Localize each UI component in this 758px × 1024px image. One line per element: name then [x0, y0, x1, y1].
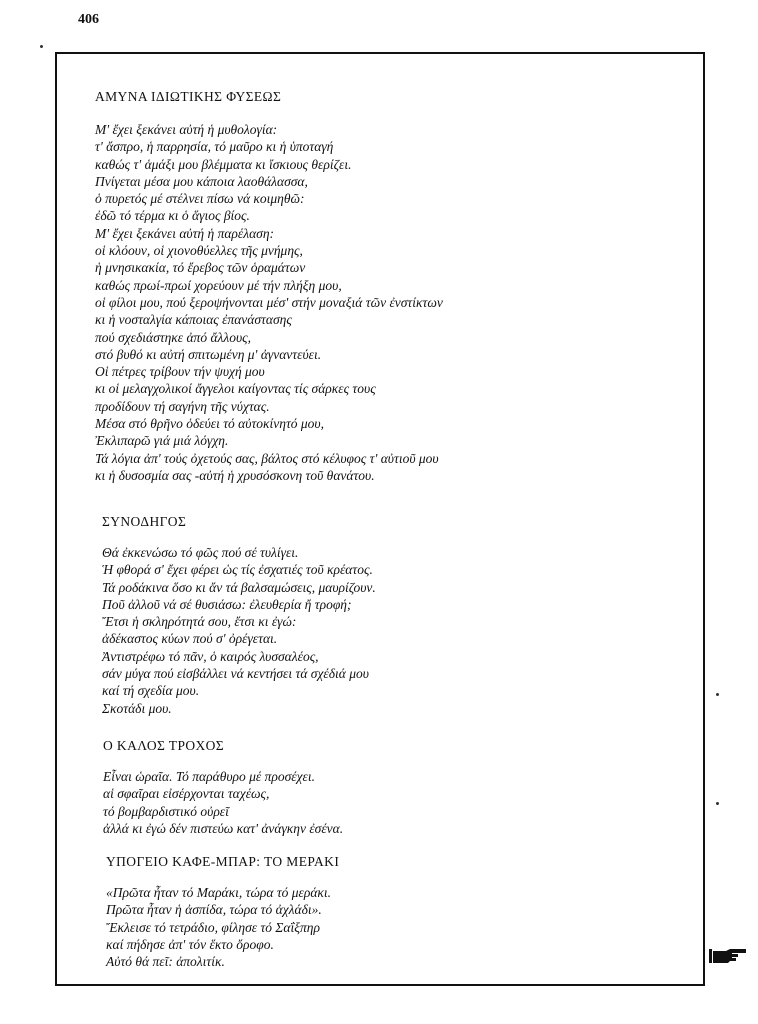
- poem-amyna: [95, 88, 685, 484]
- page-number: 406: [78, 12, 99, 27]
- poem-lines: [103, 768, 693, 837]
- poem-line: Ποῦ ἀλλοῦ νά σέ θυσιάσω: ἐλευθερία ἤ τροφή;: [102, 596, 352, 612]
- poem-line: σάν μύγα πού εἰσβάλλει νά κεντήσει τά σχέδιά μου: [102, 666, 369, 682]
- poem-line: Ἔκλεισε τό τετράδιο, φίλησε τό Σαΐξπηρ: [106, 919, 320, 935]
- poem-line: ἐδῶ τό τέρμα κι ὁ ἅγιος βίος.: [95, 208, 250, 224]
- poem-title: ΥΠΟΓΕΙΟ ΚΑΦΕ-ΜΠΑΡ: ΤΟ ΜΕΡΑΚΙ: [106, 854, 340, 869]
- poem-line: στό βυθό κι αὐτή σπιτωμένη μ' ἀγναντεύει.: [95, 346, 322, 362]
- scan-speck: [716, 693, 719, 696]
- poem-line: «Πρῶτα ἦταν τό Μαράκι, τώρα τό μεράκι.: [106, 885, 332, 900]
- poem-line: Πνίγεται μέσα μου κάποια λαοθάλασσα,: [95, 173, 308, 189]
- poem-lines: [106, 884, 696, 970]
- poem-line: τό βομβαρδιστικό οὐρεῖ: [103, 803, 229, 819]
- poem-line: Οἱ πέτρες τρίβουν τήν ψυχή μου: [95, 364, 265, 380]
- poem-line: καί πήδησε ἀπ' τόν ἕκτο ὄροφο.: [106, 936, 274, 952]
- poem-line: καθώς τ' ἁμάξι μου βλέμματα κι ἴσκιους θερίζει.: [95, 156, 352, 172]
- poem-kalos-trochos: [103, 737, 693, 837]
- poem-line: κι οἱ μελαγχολικοί ἄγγελοι καίγοντας τίς σάρκες τους: [95, 381, 376, 397]
- scan-speck: [40, 45, 43, 48]
- poem-line: Αὐτό θά πεῖ: ἀπολιτίκ.: [106, 954, 225, 970]
- poem-line: Ἔτσι ἡ σκληρότητά σου, ἔτσι κι ἐγώ:: [102, 614, 297, 630]
- poem-line: πού σχεδιάστηκε ἀπό ἄλλους,: [95, 329, 252, 345]
- poem-line: ἀλλά κι ἐγώ δέν πιστεύω κατ' ἀνάγκην ἐσένα.: [103, 820, 344, 836]
- poem-line: ἀδέκαστος κύων πού σ' ὀρέγεται.: [102, 631, 278, 647]
- poem-line: οἱ κλόουν, οἱ χιονοθύελλες τῆς μνήμης,: [95, 243, 303, 259]
- poem-lines: [102, 544, 692, 717]
- poem-title: ΑΜΥΝΑ ΙΔΙΩΤΙΚΗΣ ΦΥΣΕΩΣ: [95, 89, 282, 104]
- poem-line: καθώς πρωί-πρωί χορεύουν μέ τήν πλήξη μου,: [95, 277, 342, 293]
- poem-line: καί τή σχεδία μου.: [102, 683, 200, 699]
- poem-line: ὁ πυρετός μέ στέλνει πίσω νά κοιμηθῶ:: [95, 191, 305, 207]
- poem-line: Θά ἐκκενώσω τό φῶς πού σέ τυλίγει.: [102, 545, 299, 560]
- poem-line: αἱ σφαῖραι εἰσέρχονται ταχέως,: [103, 786, 270, 802]
- poem-line: Ἀντιστρέφω τό πᾶν, ὁ καιρός λυσσαλέος,: [102, 648, 319, 664]
- poem-line: οἱ φίλοι μου, πού ξεροψήνονται μέσ' στήν μοναξιά τῶν ἐνστίκτων: [95, 294, 443, 310]
- poem-lines: [95, 121, 685, 484]
- poem-line: Μ' ἔχει ξεκάνει αὐτή ἡ παρέλαση:: [95, 225, 275, 241]
- poem-line: Ἡ φθορά σ' ἔχει φέρει ὡς τίς ἐσχατιές τοῦ κρέατος.: [102, 562, 373, 578]
- poem-line: Τά λόγια ἀπ' τούς ὀχετούς σας, βάλτος στό κέλυφος τ' αὐτιοῦ μου: [95, 450, 439, 466]
- poem-line: προδίδουν τή σαγήνη τῆς νύχτας.: [95, 398, 270, 414]
- scan-speck: [716, 802, 719, 805]
- poem-line: κι ἡ δυσοσμία σας -αὐτή ἡ χρυσόσκονη τοῦ θανάτου.: [95, 467, 375, 483]
- pointing-hand-icon: [708, 946, 748, 966]
- poem-line: Τά ροδάκινα ὅσο κι ἄν τά βαλσαμώσεις, μαυρίζουν.: [102, 579, 376, 595]
- poem-line: Ἐκλιπαρῶ γιά μιά λόγχη.: [95, 433, 229, 449]
- poem-line: Μέσα στό θρῆνο ὁδεύει τό αὐτοκίνητό μου,: [95, 416, 325, 432]
- poem-line: Σκοτάδι μου.: [102, 700, 172, 716]
- poem-line: Μ' ἔχει ξεκάνει αὐτή ἡ μυθολογία:: [95, 122, 278, 137]
- poem-title: Ο ΚΑΛΟΣ ΤΡΟΧΟΣ: [103, 738, 225, 753]
- poem-line: τ' ἄσπρο, ἡ παρρησία, τό μαῦρο κι ἡ ὑποταγή: [95, 139, 334, 155]
- poem-line: Εἶναι ὡραῖα. Τό παράθυρο μέ προσέχει.: [103, 769, 315, 784]
- poem-line: ἡ μνησικακία, τό ἔρεβος τῶν ὁραμάτων: [95, 260, 306, 276]
- poem-line: Πρῶτα ἦταν ἡ ἀσπίδα, τώρα τό ἀχλάδι».: [106, 902, 322, 918]
- poem-synodigos: [102, 513, 692, 717]
- poem-line: κι ἡ νοσταλγία κάποιας ἐπανάστασης: [95, 312, 292, 328]
- poem-ypogeio-kafe-bar: [106, 853, 696, 970]
- poem-title: ΣΥΝΟΔΗΓΟΣ: [102, 514, 187, 529]
